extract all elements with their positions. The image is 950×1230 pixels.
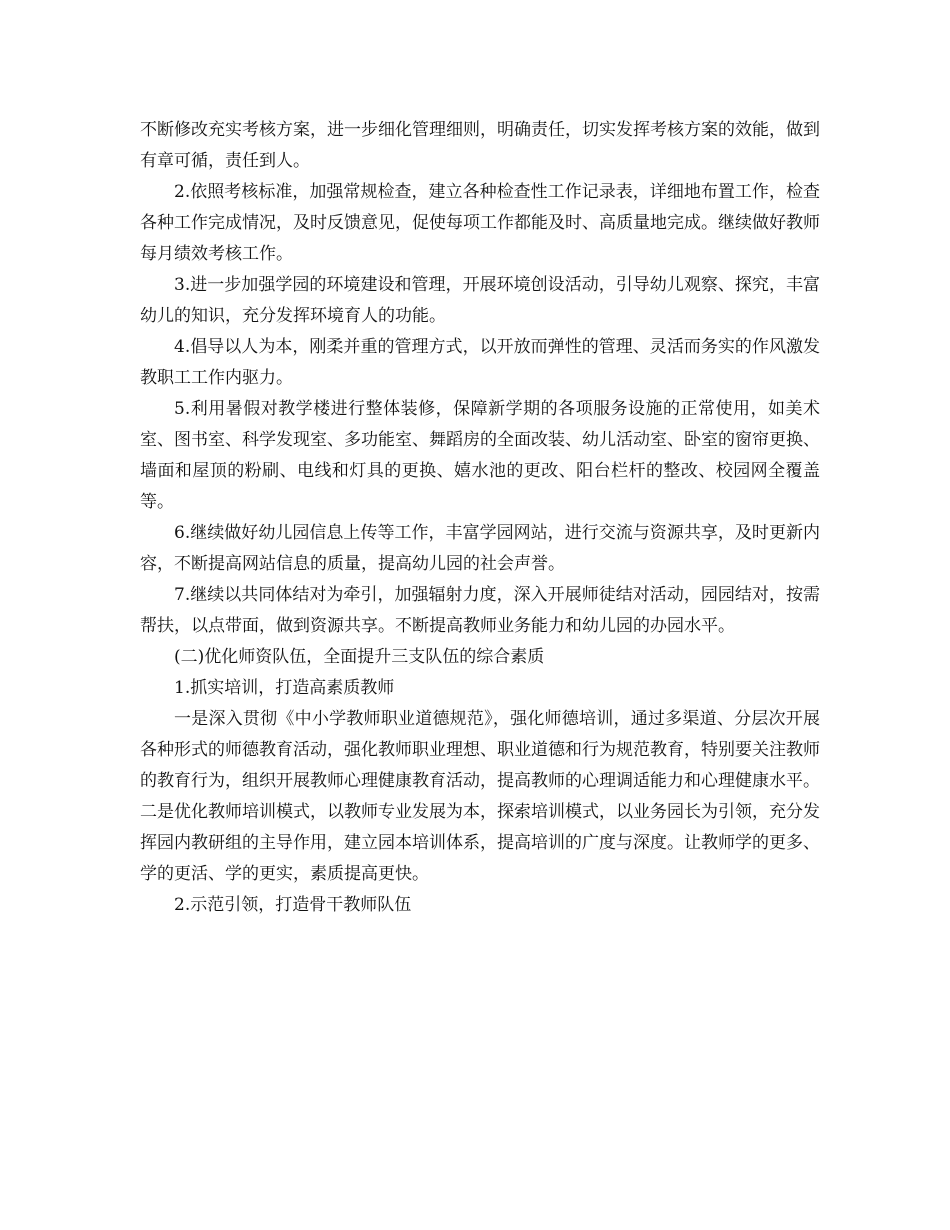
- subsection-heading-2: 2.示范引领，打造骨干教师队伍: [174, 895, 412, 915]
- paragraph-item-7: 7.继续以共同体结对为牵引，加强辐射力度，深入开展师徒结对活动，园园结对，按需帮扶，以点带面，做到资源共享。不断提高教师业务能力和幼儿园的办园水平。: [140, 585, 820, 636]
- paragraph-training: 一是深入贯彻《中小学教师职业道德规范》，强化师德培训，通过多渠道、分层次开展各种形式的师德教育活动，强化教师职业理想、职业道德和行为规范教育，特别要关注教师的教育行为，组织开展教师心理健康教育活动，提高教师的心理调适能力和心理健康水平。二是优化教师培训模式，以教师专业发展为本，探索培训模式，以业务园长为引领，充分发挥园内教研组的主导作用，建立园本培训体系，提高培训的广度与深度。让教师学的更多、学的更活、学的更实，素质提高更快。: [140, 709, 820, 884]
- paragraph-item-3: 3.进一步加强学园的环境建设和管理，开展环境创设活动，引导幼儿观察、探究，丰富幼儿的知识，充分发挥环境育人的功能。: [140, 275, 820, 326]
- paragraph-item-5: 5.利用暑假对教学楼进行整体装修，保障新学期的各项服务设施的正常使用，如美术室、图书室、科学发现室、多功能室、舞蹈房的全面改装、幼儿活动室、卧室的窗帘更换、墙面和屋顶的粉刷、电线和灯具的更换、嬉水池的更改、阳台栏杆的整改、校园网全覆盖等。: [140, 399, 820, 512]
- paragraph-item-2: 2.依照考核标准，加强常规检查，建立各种检查性工作记录表，详细地布置工作，检查各种工作完成情况，及时反馈意见，促使每项工作都能及时、高质量地完成。继续做好教师每月绩效考核工作。: [140, 182, 820, 264]
- subsection-heading-1: 1.抓实培训，打造高素质教师: [174, 678, 395, 698]
- section-heading: (二)优化师资队伍，全面提升三支队伍的综合素质: [174, 647, 545, 667]
- paragraph-continuation: 不断修改充实考核方案，进一步细化管理细则，明确责任，切实发挥考核方案的效能，做到有章可循，责任到人。: [140, 120, 820, 171]
- paragraph-item-6: 6.继续做好幼儿园信息上传等工作，丰富学园网站，进行交流与资源共享，及时更新内容，不断提高网站信息的质量，提高幼儿园的社会声誉。: [140, 523, 820, 574]
- document-body: [140, 115, 820, 921]
- paragraph-item-4: 4.倡导以人为本，刚柔并重的管理方式，以开放而弹性的管理、灵活而务实的作风激发教职工工作内驱力。: [140, 337, 820, 388]
